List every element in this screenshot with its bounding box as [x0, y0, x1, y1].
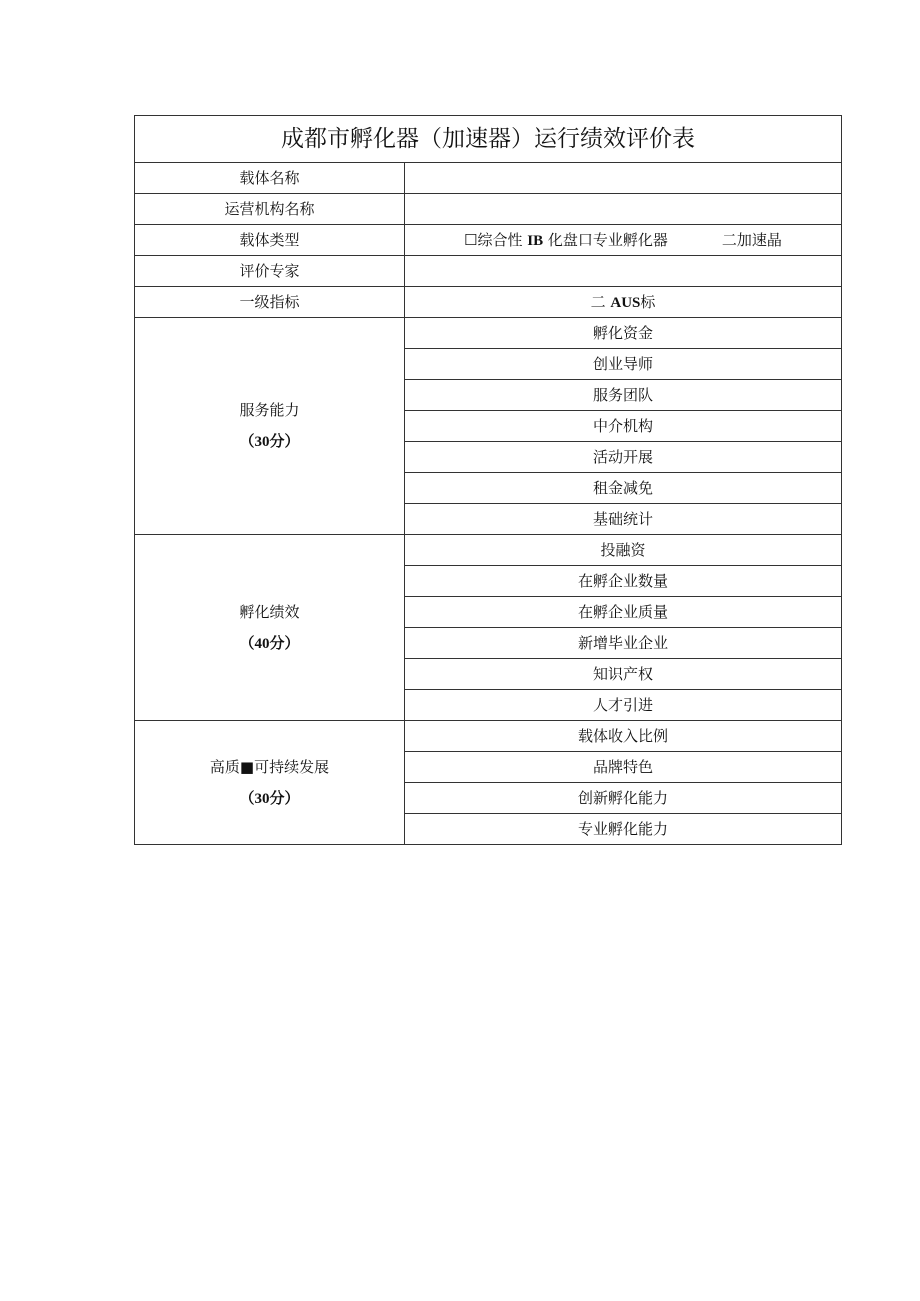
indicator-item: 新增毕业企业	[405, 628, 842, 659]
form-title: 成都市孵化器（加速器）运行绩效评价表	[135, 116, 842, 163]
indicator-item: 品牌特色	[405, 752, 842, 783]
type-option-1[interactable]: ☐综合性	[464, 230, 523, 249]
indicator-item: 创业导师	[405, 349, 842, 380]
indicator-item: 知识产权	[405, 659, 842, 690]
carrier-type-label: 载体类型	[135, 225, 405, 256]
indicator-item: 在孵企业质量	[405, 597, 842, 628]
indicator-item: 活动开展	[405, 442, 842, 473]
indicator-item: 创新孵化能力	[405, 783, 842, 814]
indicator-item: 孵化资金	[405, 318, 842, 349]
indicator-item: 中介机构	[405, 411, 842, 442]
group-score: （30分）	[239, 434, 300, 450]
type-option-2[interactable]: 化盘口专业孵化器	[547, 230, 668, 249]
level2-header-bold: AUS	[610, 294, 641, 311]
indicator-item: 基础统计	[405, 504, 842, 535]
group-name: 服务能力	[239, 401, 300, 419]
level2-header-suffix: 标	[640, 292, 656, 311]
expert-label: 评价专家	[135, 256, 405, 287]
indicator-item: 专业孵化能力	[405, 814, 842, 845]
type-option-3[interactable]: 二加速晶	[721, 230, 782, 249]
operator-name-value[interactable]	[405, 194, 842, 225]
group-incubation-performance	[135, 535, 405, 721]
indicator-item: 人才引进	[405, 690, 842, 721]
group-name: 孵化绩效	[239, 602, 300, 621]
level2-header	[405, 287, 842, 318]
indicator-item: 租金减免	[405, 473, 842, 504]
indicator-item: 载体收入比例	[405, 721, 842, 752]
carrier-name-label: 载体名称	[135, 163, 405, 194]
carrier-name-value[interactable]	[405, 163, 842, 194]
indicator-item: 服务团队	[405, 380, 842, 411]
indicator-item: 投融资	[405, 535, 842, 566]
carrier-type-options[interactable]	[405, 225, 842, 256]
group-name: 高质■可持续发展	[209, 757, 330, 776]
level1-header: 一级指标	[135, 287, 405, 318]
expert-value[interactable]	[405, 256, 842, 287]
indicator-item: 在孵企业数量	[405, 566, 842, 597]
evaluation-form	[134, 115, 842, 845]
group-sustainable-development	[135, 721, 405, 845]
operator-name-label: 运营机构名称	[135, 194, 405, 225]
level2-header-prefix: 二	[590, 292, 606, 311]
type-option-ib: IB	[527, 232, 544, 249]
group-service-capability	[135, 318, 405, 535]
evaluation-table	[134, 115, 842, 845]
group-score: （40分）	[239, 635, 300, 652]
group-score: （30分）	[239, 790, 300, 807]
